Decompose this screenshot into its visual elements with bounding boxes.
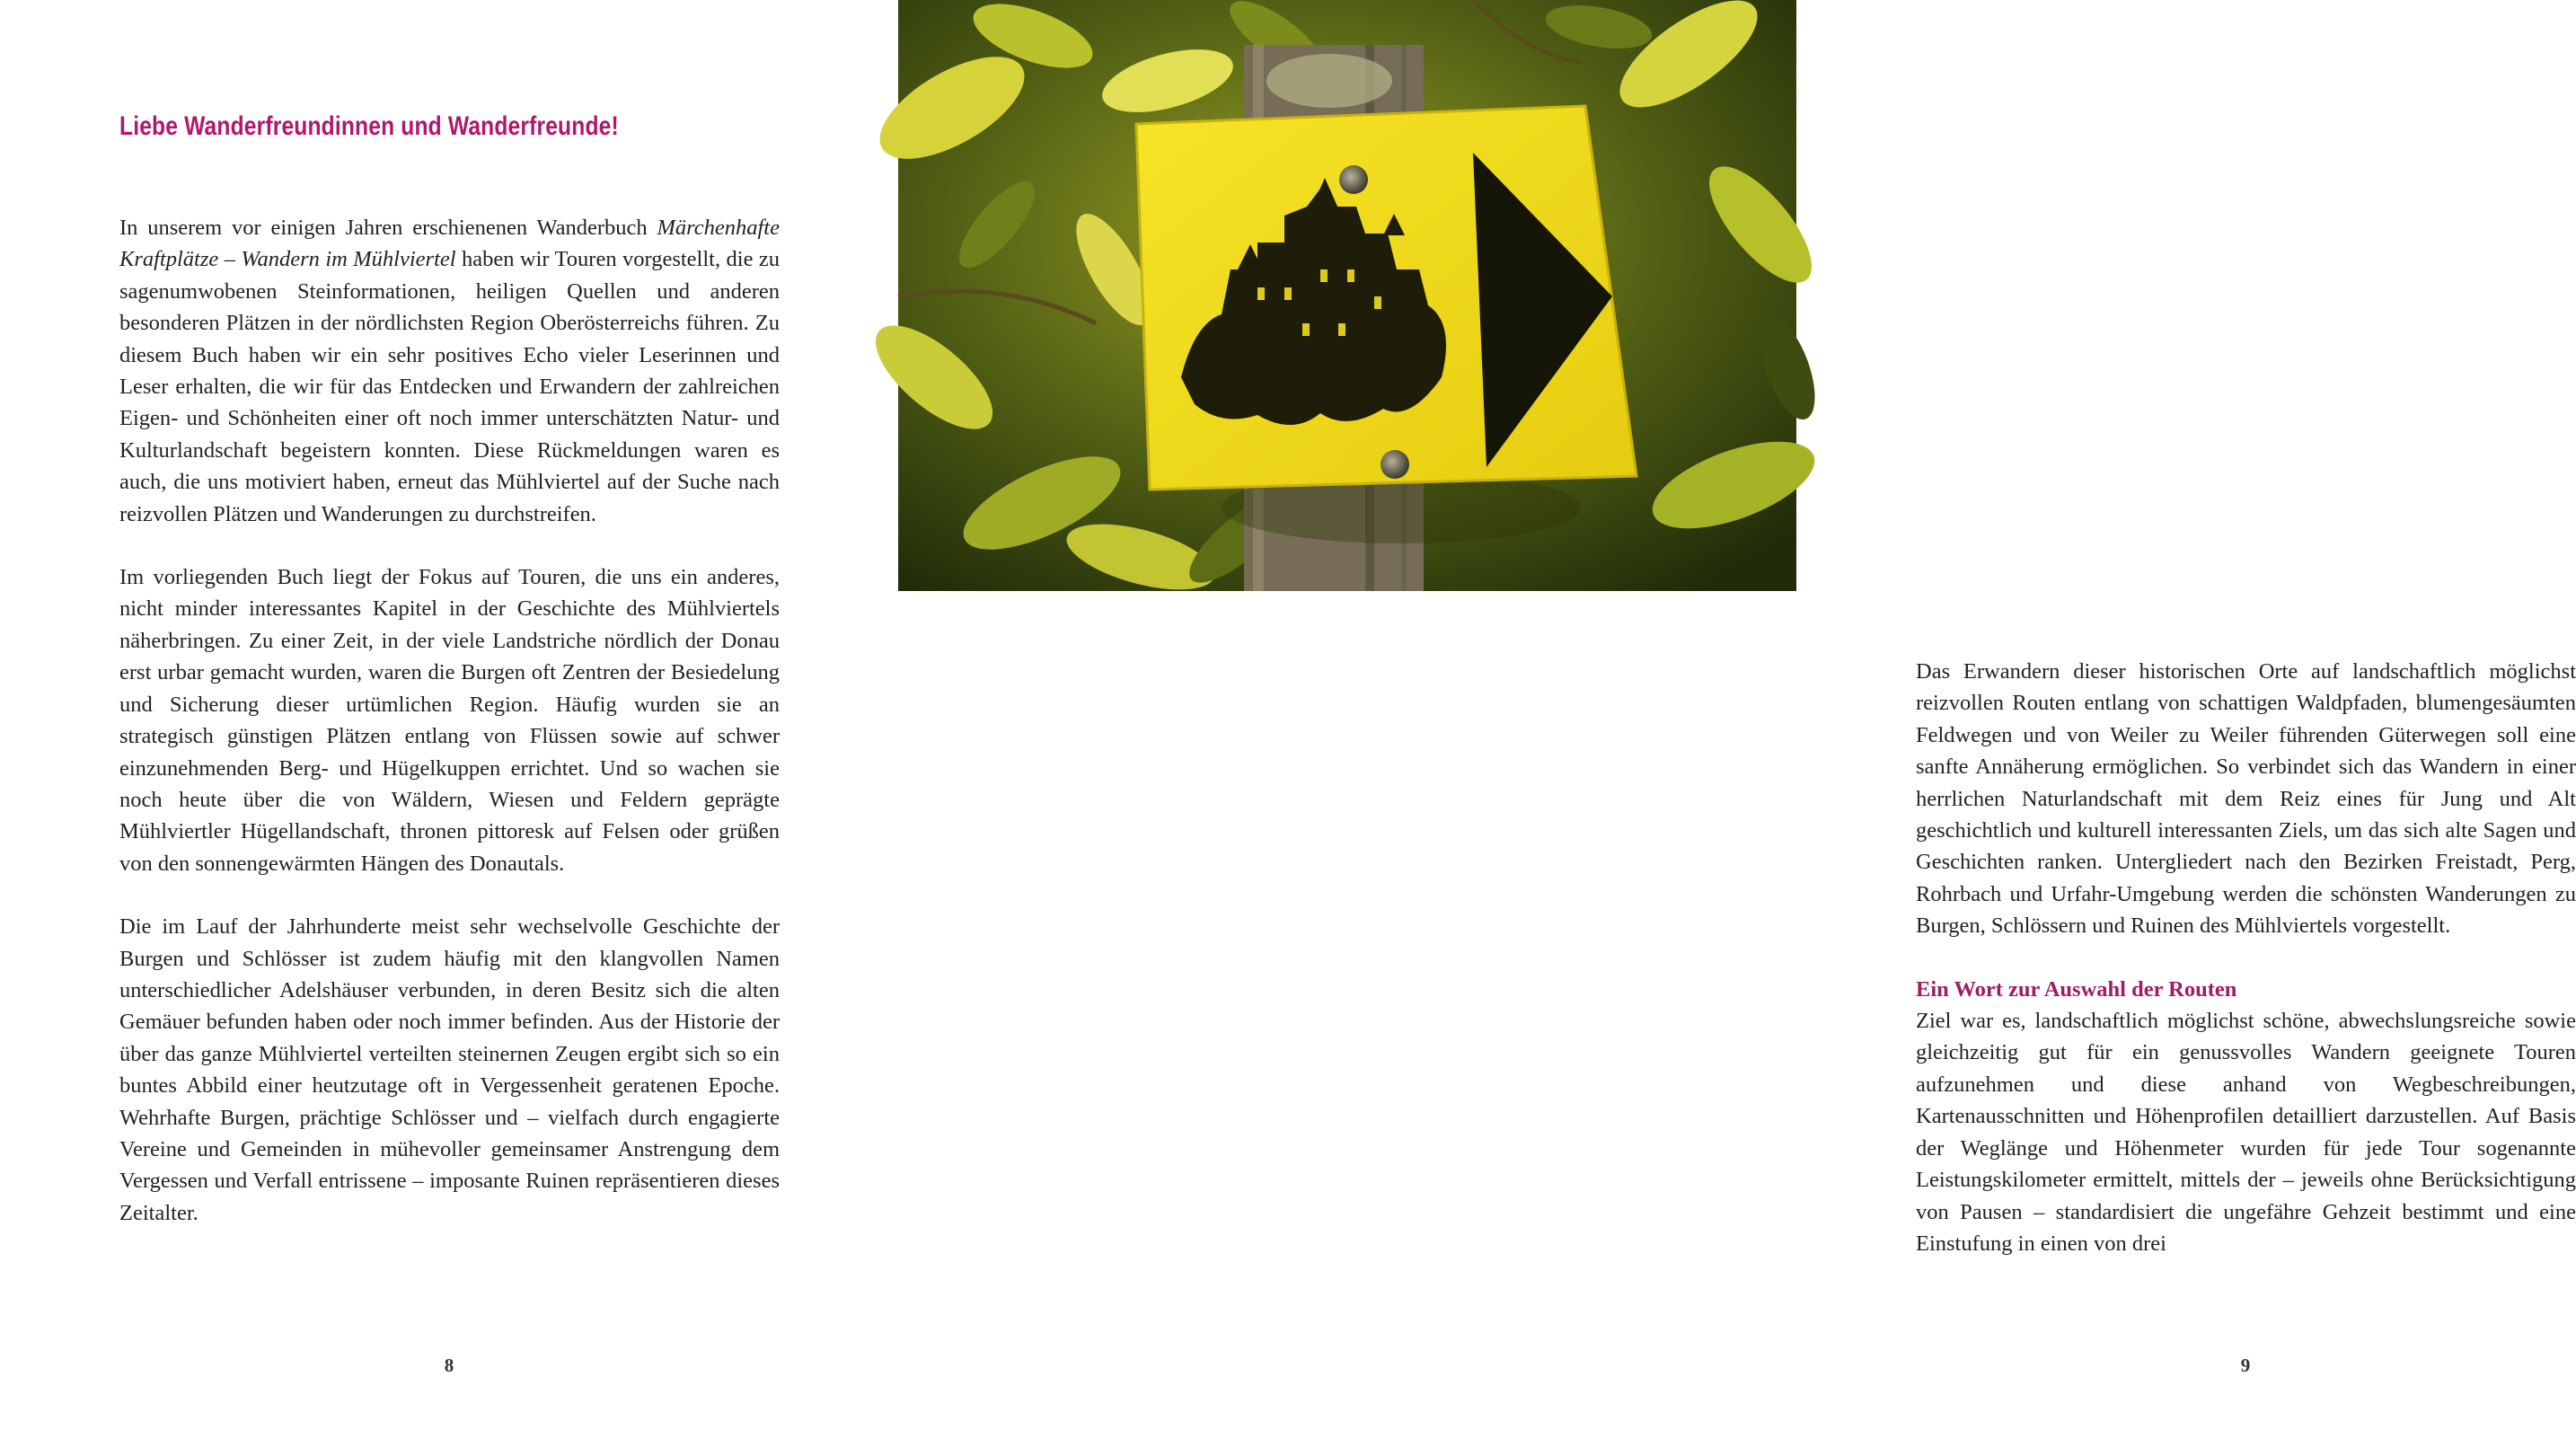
trail-sign-photo (898, 0, 1796, 591)
bottom-screw (1381, 450, 1409, 479)
right-body-text (1916, 656, 2576, 1259)
paragraph-routes: Das Erwandern dieser historischen Orte auf landschaftlich möglichst reizvollen Routen entlang von schattigen Waldpfaden, blumengesäumten Feldwegen und von Weiler zu Weiler führenden Güterwegen soll eine sanfte Annäherung ermöglichen. So verbindet sich das Wandern in einer herrlichen Naturlandschaft mit dem Reiz eines für Jung und Alt geschichtlich und kulturell interessanten Ziels, um das sich alte Sagen und Geschichten ranken. Untergliedert nach den Bezirken Freistadt, Perg, Rohrbach und Urfahr-Umgebung werden die schönsten Wanderungen zu Burgen, Schlössern und Ruinen des Mühlviertels vorgestellt. (1916, 659, 2576, 939)
paragraph-selection: Ziel war es, landschaftlich möglichst schöne, abwechslungsreiche sowie gleichzeitig gut für ein genussvolles Wandern geeignete Touren aufzunehmen und diese anhand von Wegbeschreibungen, Kartenausschnitten und Höhenprofilen detailliert darzustellen. Auf Basis der Weglänge und Höhenmeter wurden für jede Tour sogenannte Leistungskilometer ermittelt, mittels der – jeweils ohne Berücksichtigung von Pausen – standardisiert die ungefähre Gehzeit bestimmt und eine Einstufung in einen von drei (1916, 1009, 2576, 1256)
book-title: Märchenhafte Kraftplätze – Wandern im Mühlviertel (119, 216, 780, 272)
paragraph-history: Die im Lauf der Jahrhunderte meist sehr wechselvolle Geschichte der Burgen und Schlösser ist zudem häufig mit den klangvollen Namen unterschiedlicher Adelshäuser verbunden, in deren Besitz sich die alten Gemäuer befunden haben oder noch immer befinden. Aus der Historie der über das ganze Mühlviertel verteilten steinernen Zeugen ergibt sich so ein buntes Abbild einer heutzutage oft in Vergessenheit geratenen Epoche. Wehrhafte Burgen, prächtige Schlösser und – vielfach durch engagierte Vereine und Gemeinden in mühevoller gemeinsamer Anstrengung dem Vergessen und Verfall entrissene – imposante Ruinen repräsentieren dieses Zeitalter. (119, 914, 780, 1225)
section-heading: Ein Wort zur Auswahl der Routen (1916, 976, 2237, 1002)
left-page (0, 0, 898, 1430)
page-number-right: 9 (2240, 1355, 2251, 1376)
left-body-text (119, 212, 780, 1229)
page-number-left: 8 (444, 1355, 454, 1376)
paragraph-intro: In unserem vor einigen Jahren erschienenen Wanderbuch Märchenhafte Kraftplätze – Wandern im Mühlviertel haben wir Touren vorgestellt, die zu sagenumwobenen Steinformationen, heiligen Quellen und anderen besonderen Plätzen in der nördlichsten Region Oberösterreichs führen. Zu diesem Buch haben wir ein sehr positives Echo vieler Leserinnen und Leser erhalten, die wir für das Entdecken und Erwandern der zahlreichen Eigen- und Schönheiten einer oft noch immer unterschätzten Natur- und Kulturlandschaft begeistern konnten. Diese Rückmeldungen waren es auch, die uns motiviert haben, erneut das Mühlviertel auf der Suche nach reizvollen Plätzen und Wanderungen zu durchstreifen. (119, 216, 780, 526)
top-screw (1339, 165, 1368, 194)
paragraph-focus: Im vorliegenden Buch liegt der Fokus auf Touren, die uns ein anderes, nicht minder interessantes Kapitel in der Geschichte des Mühlviertels näherbringen. Zu einer Zeit, in der viele Landstriche nördlich der Donau erst urbar gemacht wurden, waren die Burgen oft Zentren der Besiedelung und Sicherung dieser urtümlichen Region. Häufig wurden sie an strategisch günstigen Plätzen entlang von Flüssen sowie auf schwer einzunehmenden Berg- und Hügelkuppen errichtet. Und so wachen sie noch heute über die von Wäldern, Wiesen und Feldern geprägte Mühlviertler Hügellandschaft, thronen pittoresk auf Felsen oder grüßen von den sonnengewärmten Hängen des Donautals. (119, 565, 780, 876)
page-heading: Liebe Wanderfreundinnen und Wanderfreunde! (119, 111, 619, 141)
trail-sign (1136, 106, 1636, 490)
